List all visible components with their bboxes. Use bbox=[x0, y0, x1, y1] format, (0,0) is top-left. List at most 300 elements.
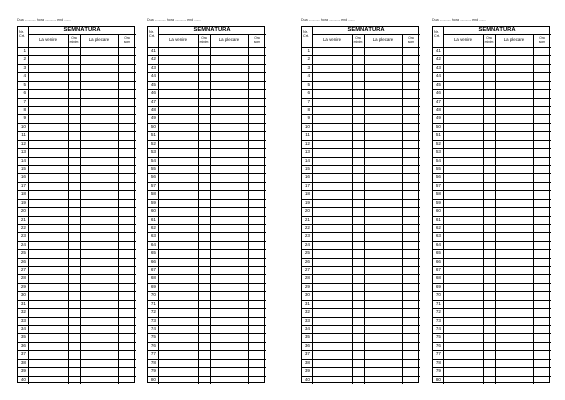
row-number: 6 bbox=[23, 90, 26, 96]
row-number: 8 bbox=[23, 106, 26, 112]
row-divider bbox=[18, 98, 136, 99]
row-divider bbox=[18, 148, 136, 149]
row-number: 21 bbox=[304, 216, 310, 222]
row-number: 60 bbox=[150, 208, 156, 214]
row-divider bbox=[302, 258, 420, 259]
row-divider bbox=[18, 64, 136, 65]
row-divider bbox=[433, 291, 551, 292]
nr-crt-header: Nr. Crt. bbox=[19, 30, 26, 38]
row-divider bbox=[18, 350, 136, 351]
row-divider bbox=[433, 300, 551, 301]
attendance-table bbox=[432, 26, 550, 383]
row-divider bbox=[302, 291, 420, 292]
row-number: 70 bbox=[435, 292, 441, 298]
row-divider bbox=[148, 283, 266, 284]
row-divider bbox=[302, 300, 420, 301]
end-label: end bbox=[341, 18, 348, 22]
row-number: 64 bbox=[435, 241, 441, 247]
row-divider bbox=[148, 148, 266, 149]
row-divider bbox=[433, 72, 551, 73]
row-number: 57 bbox=[150, 182, 156, 188]
row-number: 79 bbox=[150, 368, 156, 374]
row-divider bbox=[148, 266, 266, 267]
row-divider bbox=[148, 350, 266, 351]
row-number: 68 bbox=[435, 275, 441, 281]
row-divider bbox=[18, 106, 136, 107]
row-divider bbox=[302, 317, 420, 318]
row-number: 21 bbox=[20, 216, 26, 222]
row-number: 45 bbox=[150, 81, 156, 87]
row-number: 34 bbox=[20, 326, 26, 332]
row-divider bbox=[433, 123, 551, 124]
row-number: 28 bbox=[20, 275, 26, 281]
row-divider bbox=[18, 123, 136, 124]
row-divider bbox=[148, 317, 266, 318]
arrive-header: La venire bbox=[38, 37, 58, 42]
row-divider bbox=[302, 359, 420, 360]
row-number: 30 bbox=[304, 292, 310, 298]
date-label: Dua bbox=[301, 18, 308, 22]
row-divider bbox=[433, 165, 551, 166]
row-number: 10 bbox=[20, 123, 26, 129]
row-number: 61 bbox=[435, 216, 441, 222]
row-number: 25 bbox=[20, 250, 26, 256]
row-divider bbox=[18, 216, 136, 217]
title-separator bbox=[158, 34, 266, 35]
row-divider bbox=[148, 173, 266, 174]
row-number: 14 bbox=[304, 157, 310, 163]
date-blank[interactable]: .............. bbox=[24, 18, 36, 22]
row-number: 53 bbox=[435, 149, 441, 155]
row-divider bbox=[433, 342, 551, 343]
row-divider bbox=[18, 81, 136, 82]
row-number: 5 bbox=[307, 81, 310, 87]
page-header-fields bbox=[301, 17, 419, 23]
row-number: 23 bbox=[20, 233, 26, 239]
row-number: 12 bbox=[304, 140, 310, 146]
row-divider bbox=[433, 64, 551, 65]
hour-blank[interactable]: .............. bbox=[328, 18, 341, 22]
row-number: 72 bbox=[435, 309, 441, 315]
row-number: 33 bbox=[20, 317, 26, 323]
row-divider bbox=[148, 182, 266, 183]
date-label: Dua bbox=[17, 18, 24, 22]
row-divider bbox=[148, 300, 266, 301]
row-number: 80 bbox=[150, 376, 156, 382]
row-number: 61 bbox=[150, 216, 156, 222]
row-divider bbox=[433, 157, 551, 158]
row-divider bbox=[433, 140, 551, 141]
attendance-table bbox=[301, 26, 419, 383]
row-number: 56 bbox=[150, 174, 156, 180]
row-divider bbox=[148, 325, 266, 326]
row-number: 46 bbox=[435, 90, 441, 96]
row-number: 63 bbox=[435, 233, 441, 239]
row-divider bbox=[18, 241, 136, 242]
row-number: 4 bbox=[307, 73, 310, 79]
row-divider bbox=[433, 182, 551, 183]
leave-header: La plecare bbox=[218, 37, 240, 42]
date-blank[interactable]: .............. bbox=[308, 18, 320, 22]
row-divider bbox=[148, 359, 266, 360]
row-number: 16 bbox=[20, 174, 26, 180]
leave-header: La plecare bbox=[503, 37, 525, 42]
end-label: end bbox=[57, 18, 64, 22]
row-number: 71 bbox=[435, 300, 441, 306]
row-divider bbox=[302, 232, 420, 233]
row-divider bbox=[18, 291, 136, 292]
attendance-page bbox=[147, 0, 265, 400]
row-divider bbox=[302, 106, 420, 107]
arrive-header: La venire bbox=[322, 37, 342, 42]
leave-header: La plecare bbox=[372, 37, 394, 42]
row-divider bbox=[148, 308, 266, 309]
row-number: 9 bbox=[23, 115, 26, 121]
row-number: 38 bbox=[20, 359, 26, 365]
row-divider bbox=[433, 106, 551, 107]
row-number: 15 bbox=[304, 165, 310, 171]
row-number: 71 bbox=[150, 300, 156, 306]
row-number: 77 bbox=[150, 351, 156, 357]
row-number: 38 bbox=[304, 359, 310, 365]
row-divider bbox=[302, 148, 420, 149]
row-number: 6 bbox=[307, 90, 310, 96]
row-number: 75 bbox=[435, 334, 441, 340]
row-divider bbox=[148, 199, 266, 200]
column-divider bbox=[248, 34, 249, 384]
row-number: 23 bbox=[304, 233, 310, 239]
row-number: 59 bbox=[150, 199, 156, 205]
signature-title: SEMNĂTURA bbox=[193, 27, 231, 33]
page-header-fields bbox=[147, 17, 265, 23]
row-number: 36 bbox=[20, 342, 26, 348]
row-divider bbox=[148, 241, 266, 242]
row-number: 22 bbox=[304, 224, 310, 230]
row-number: 78 bbox=[150, 359, 156, 365]
row-number: 68 bbox=[150, 275, 156, 281]
row-divider bbox=[302, 98, 420, 99]
leave-time-header: Ora som bbox=[538, 36, 546, 44]
row-number: 72 bbox=[150, 309, 156, 315]
end-blank[interactable]: ........ bbox=[194, 18, 201, 22]
row-number: 41 bbox=[435, 48, 441, 53]
row-number: 47 bbox=[150, 98, 156, 104]
row-number: 34 bbox=[304, 326, 310, 332]
arrive-header: La venire bbox=[168, 37, 188, 42]
date-blank[interactable]: .............. bbox=[439, 18, 451, 22]
row-number: 2 bbox=[307, 56, 310, 62]
leave-header: La plecare bbox=[88, 37, 110, 42]
row-divider bbox=[433, 333, 551, 334]
row-number: 32 bbox=[304, 309, 310, 315]
row-divider bbox=[302, 207, 420, 208]
row-number: 73 bbox=[150, 317, 156, 323]
row-divider bbox=[148, 140, 266, 141]
row-divider bbox=[302, 376, 420, 377]
row-number: 31 bbox=[20, 300, 26, 306]
row-divider bbox=[433, 207, 551, 208]
arrive-time-header: Ora minim bbox=[484, 36, 494, 44]
column-divider bbox=[364, 34, 365, 384]
end-label: end bbox=[187, 18, 194, 22]
arrive-time-header: Ora minim bbox=[69, 36, 79, 44]
leave-time-header: Ora som bbox=[407, 36, 415, 44]
row-number: 36 bbox=[304, 342, 310, 348]
row-divider bbox=[18, 308, 136, 309]
row-number: 56 bbox=[435, 174, 441, 180]
row-divider bbox=[18, 283, 136, 284]
arrive-time-header: Ora minim bbox=[353, 36, 363, 44]
row-number: 40 bbox=[20, 376, 26, 382]
row-number: 70 bbox=[150, 292, 156, 298]
row-divider bbox=[148, 106, 266, 107]
date-label: Dua bbox=[432, 18, 439, 22]
row-divider bbox=[18, 190, 136, 191]
row-divider bbox=[148, 342, 266, 343]
row-number: 8 bbox=[307, 106, 310, 112]
row-number: 42 bbox=[150, 56, 156, 62]
row-divider bbox=[302, 140, 420, 141]
row-divider bbox=[148, 157, 266, 158]
attendance-table bbox=[147, 26, 265, 383]
row-divider bbox=[18, 131, 136, 132]
row-number: 57 bbox=[435, 182, 441, 188]
row-number: 17 bbox=[20, 182, 26, 188]
row-number: 17 bbox=[304, 182, 310, 188]
row-divider bbox=[302, 350, 420, 351]
row-number: 73 bbox=[435, 317, 441, 323]
hour-blank[interactable]: .............. bbox=[174, 18, 187, 22]
row-number: 76 bbox=[150, 342, 156, 348]
row-divider bbox=[18, 342, 136, 343]
row-divider bbox=[148, 216, 266, 217]
row-divider bbox=[433, 190, 551, 191]
row-divider bbox=[302, 283, 420, 284]
row-number: 51 bbox=[150, 132, 156, 138]
row-number: 19 bbox=[304, 199, 310, 205]
row-divider bbox=[148, 258, 266, 259]
row-number: 54 bbox=[150, 157, 156, 163]
title-separator bbox=[312, 34, 420, 35]
row-number: 66 bbox=[435, 258, 441, 264]
row-number: 3 bbox=[307, 64, 310, 70]
row-number: 13 bbox=[304, 149, 310, 155]
row-number: 42 bbox=[435, 56, 441, 62]
row-number: 27 bbox=[304, 267, 310, 273]
row-number: 74 bbox=[435, 326, 441, 332]
leave-time-header: Ora som bbox=[123, 36, 131, 44]
column-divider bbox=[68, 34, 69, 384]
row-divider bbox=[18, 300, 136, 301]
row-number: 26 bbox=[304, 258, 310, 264]
row-number: 44 bbox=[150, 73, 156, 79]
row-divider bbox=[148, 55, 266, 56]
row-number: 45 bbox=[435, 81, 441, 87]
row-divider bbox=[302, 325, 420, 326]
row-divider bbox=[18, 114, 136, 115]
row-divider bbox=[148, 114, 266, 115]
row-divider bbox=[302, 199, 420, 200]
row-divider bbox=[433, 241, 551, 242]
row-number: 58 bbox=[435, 191, 441, 197]
row-number: 39 bbox=[20, 368, 26, 374]
row-divider bbox=[302, 123, 420, 124]
row-number: 75 bbox=[150, 334, 156, 340]
row-divider bbox=[148, 131, 266, 132]
row-number: 55 bbox=[435, 165, 441, 171]
row-number: 4 bbox=[23, 73, 26, 79]
row-number: 76 bbox=[435, 342, 441, 348]
row-divider bbox=[433, 325, 551, 326]
row-divider bbox=[302, 81, 420, 82]
row-number: 37 bbox=[304, 351, 310, 357]
row-divider bbox=[433, 376, 551, 377]
column-divider bbox=[80, 34, 81, 384]
row-divider bbox=[433, 283, 551, 284]
row-number: 78 bbox=[435, 359, 441, 365]
row-number: 39 bbox=[304, 368, 310, 374]
row-number: 55 bbox=[150, 165, 156, 171]
page-header-fields bbox=[432, 17, 550, 23]
row-number: 20 bbox=[304, 208, 310, 214]
date-blank[interactable]: .............. bbox=[154, 18, 166, 22]
row-number: 77 bbox=[435, 351, 441, 357]
row-number: 65 bbox=[150, 250, 156, 256]
row-divider bbox=[433, 308, 551, 309]
row-number: 26 bbox=[20, 258, 26, 264]
row-number: 53 bbox=[150, 149, 156, 155]
row-divider bbox=[302, 266, 420, 267]
row-divider bbox=[433, 359, 551, 360]
row-number: 50 bbox=[435, 123, 441, 129]
end-blank[interactable]: ........ bbox=[64, 18, 71, 22]
row-number: 47 bbox=[435, 98, 441, 104]
end-blank[interactable]: ........ bbox=[479, 18, 486, 22]
row-divider bbox=[433, 249, 551, 250]
row-divider bbox=[18, 55, 136, 56]
row-number: 29 bbox=[304, 283, 310, 289]
row-divider bbox=[18, 274, 136, 275]
row-divider bbox=[148, 291, 266, 292]
row-divider bbox=[302, 72, 420, 73]
row-number: 41 bbox=[150, 48, 156, 53]
row-divider bbox=[18, 249, 136, 250]
row-divider bbox=[433, 131, 551, 132]
row-number: 9 bbox=[307, 115, 310, 121]
attendance-page bbox=[17, 0, 135, 400]
row-number: 33 bbox=[304, 317, 310, 323]
row-divider bbox=[433, 224, 551, 225]
row-divider bbox=[18, 199, 136, 200]
row-divider bbox=[302, 114, 420, 115]
row-divider bbox=[433, 55, 551, 56]
row-number: 14 bbox=[20, 157, 26, 163]
row-divider bbox=[302, 89, 420, 90]
row-number: 7 bbox=[307, 98, 310, 104]
date-label: Dua bbox=[147, 18, 154, 22]
row-number: 67 bbox=[435, 267, 441, 273]
row-divider bbox=[18, 325, 136, 326]
row-number: 5 bbox=[23, 81, 26, 87]
row-number: 13 bbox=[20, 149, 26, 155]
row-divider bbox=[302, 157, 420, 158]
row-number: 67 bbox=[150, 267, 156, 273]
row-divider bbox=[433, 232, 551, 233]
row-number: 20 bbox=[20, 208, 26, 214]
row-number: 24 bbox=[20, 241, 26, 247]
column-divider bbox=[495, 34, 496, 384]
row-number: 43 bbox=[150, 64, 156, 70]
row-number: 58 bbox=[150, 191, 156, 197]
signature-title: SEMNĂTURA bbox=[63, 27, 101, 33]
row-divider bbox=[148, 367, 266, 368]
hour-blank[interactable]: .............. bbox=[459, 18, 472, 22]
row-number: 1 bbox=[307, 48, 310, 53]
row-divider bbox=[433, 89, 551, 90]
column-divider bbox=[483, 34, 484, 384]
row-number: 66 bbox=[150, 258, 156, 264]
row-divider bbox=[302, 165, 420, 166]
row-number: 74 bbox=[150, 326, 156, 332]
row-divider bbox=[18, 207, 136, 208]
row-divider bbox=[302, 131, 420, 132]
row-divider bbox=[433, 274, 551, 275]
row-divider bbox=[18, 72, 136, 73]
row-number: 3 bbox=[23, 64, 26, 70]
row-number: 22 bbox=[20, 224, 26, 230]
row-divider bbox=[302, 64, 420, 65]
row-number: 59 bbox=[435, 199, 441, 205]
row-number: 1 bbox=[23, 48, 26, 53]
row-divider bbox=[302, 224, 420, 225]
row-number: 11 bbox=[21, 132, 26, 138]
row-divider bbox=[302, 367, 420, 368]
row-divider bbox=[433, 367, 551, 368]
row-number: 63 bbox=[150, 233, 156, 239]
row-divider bbox=[302, 173, 420, 174]
row-divider bbox=[302, 249, 420, 250]
end-blank[interactable]: ........ bbox=[348, 18, 355, 22]
row-divider bbox=[433, 199, 551, 200]
row-divider bbox=[18, 232, 136, 233]
row-divider bbox=[148, 123, 266, 124]
column-divider bbox=[198, 34, 199, 384]
row-divider bbox=[302, 274, 420, 275]
row-divider bbox=[433, 317, 551, 318]
row-divider bbox=[302, 55, 420, 56]
row-divider bbox=[148, 274, 266, 275]
row-number: 60 bbox=[435, 208, 441, 214]
row-number: 44 bbox=[435, 73, 441, 79]
signature-title: SEMNĂTURA bbox=[347, 27, 385, 33]
row-number: 49 bbox=[435, 115, 441, 121]
row-number: 69 bbox=[150, 283, 156, 289]
end-label: end bbox=[472, 18, 479, 22]
row-number: 19 bbox=[20, 199, 26, 205]
row-number: 80 bbox=[435, 376, 441, 382]
row-number: 16 bbox=[304, 174, 310, 180]
row-number: 69 bbox=[435, 283, 441, 289]
row-number: 35 bbox=[20, 334, 26, 340]
row-divider bbox=[18, 317, 136, 318]
title-separator bbox=[28, 34, 136, 35]
nr-crt-header: Nr. Crt. bbox=[149, 30, 156, 38]
row-number: 11 bbox=[305, 132, 310, 138]
row-number: 79 bbox=[435, 368, 441, 374]
row-divider bbox=[302, 333, 420, 334]
row-divider bbox=[148, 376, 266, 377]
hour-blank[interactable]: .............. bbox=[44, 18, 57, 22]
